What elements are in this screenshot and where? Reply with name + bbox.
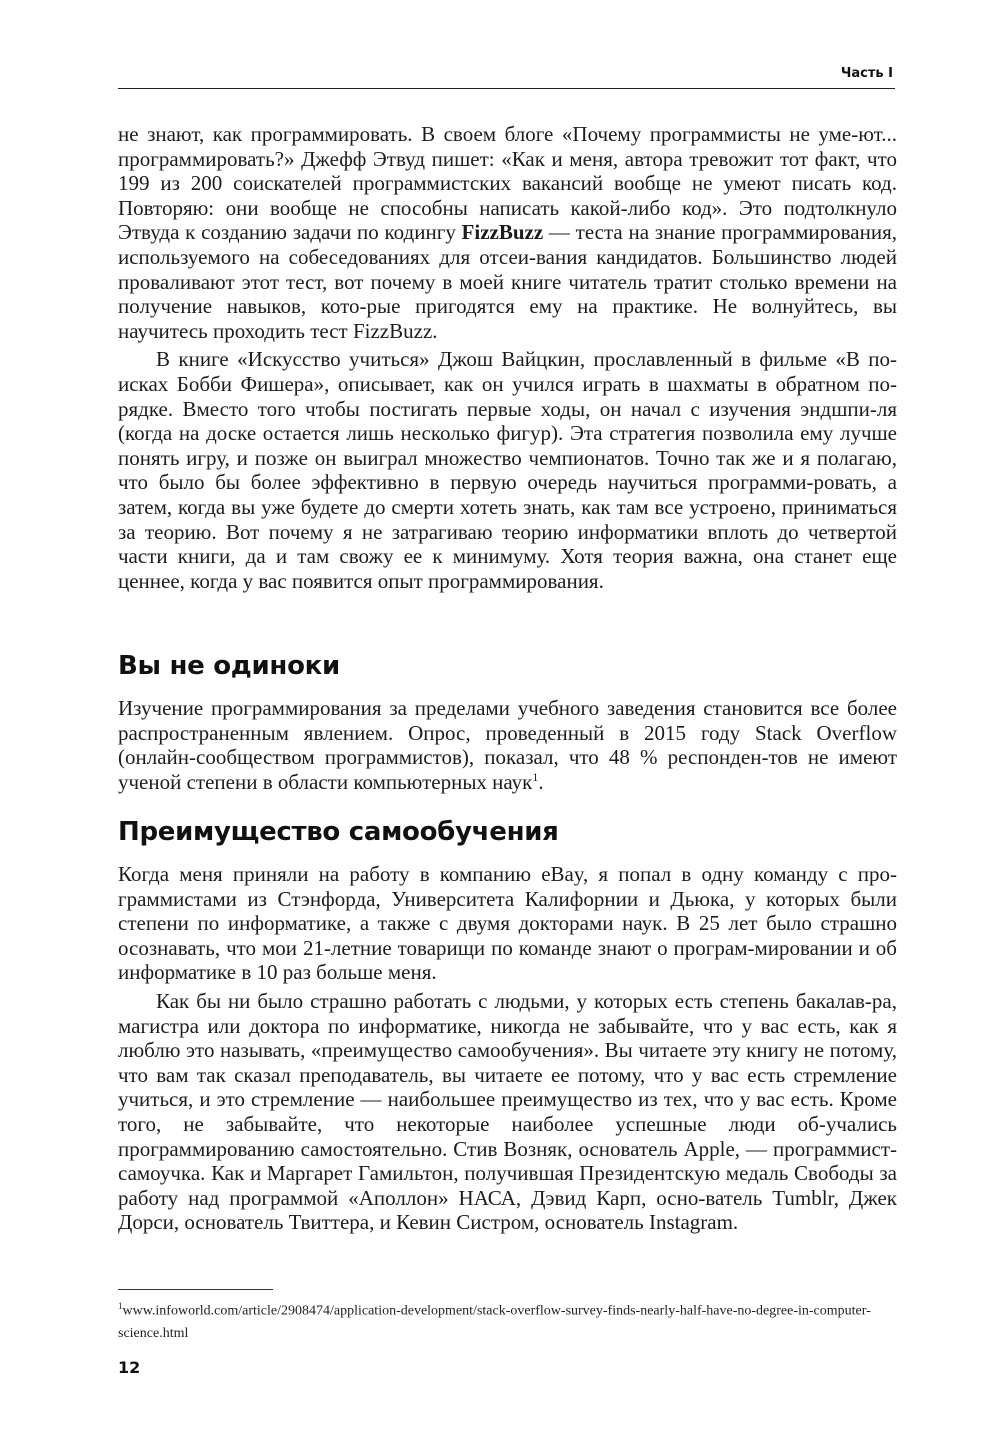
paragraph-art-of-learning: В книге «Искусство учиться» Джош Вайцкин, прославленный в фильме «В по-исках Бобби Фишера», описывает, как он учился играть в шахматы в обратном по-рядке. Вместо того чтобы постигать первые ходы, он начал с изучения эндшпи-ля (когда на доске остается лишь несколько фигур). Эта стратегия позволила ему лучше понять игру, и позже он выиграл множество чемпионатов. Точно так же и я полагаю, что было бы более эффективно в первую очередь научиться программи-ровать, а затем, когда вы уже будете до смерти хотеть знать, как там все устроено, приниматься за теорию. Вот почему я не затрагиваю теорию информатики вплоть до четвертой части книги, да и там свожу ее к минимуму. Хотя теория важна, она станет еще ценнее, когда у вас появится опыт программирования. [118, 347, 897, 593]
footnote [118, 1295, 897, 1345]
footnote-url: www.infoworld.com/article/2908474/application-development/stack-overflow-survey-finds-nearly-half-have-no-degree-in-computer-science.html [118, 1303, 871, 1341]
footnote-divider [118, 1289, 273, 1290]
paragraph-fizzbuzz: не знают, как программировать. В своем блоге «Почему программисты не уме-ют... программировать?» Джефф Этвуд пишет: «Как и меня, автора тревожит тот факт, что 199 из 200 соискателей программистских вакансий вообще не умеют писать код. Повторяю: они вообще не способны написать какой-либо код». Это подтолкнуло Этвуда к созданию задачи по кодингу FizzBuzz — теста на знание программирования, используемого на собеседованиях для отсеи-вания кандидатов. Большинство людей проваливают этот тест, вот почему в моей книге читатель тратит столько времени на получение навыков, кото-рые пригодятся ему на практике. Не волнуйтесь, вы научитесь проходить тест FizzBuzz. [118, 122, 897, 343]
fizzbuzz-term: FizzBuzz [461, 220, 544, 245]
intro-text [118, 122, 897, 593]
part-label: Часть I [840, 66, 893, 81]
section-not-alone-text [118, 696, 897, 794]
section-heading-self-learning: Преимущество самообучения [118, 817, 559, 847]
running-header [118, 62, 895, 89]
page-number: 12 [118, 1358, 141, 1377]
section-heading-not-alone: Вы не одиноки [118, 651, 340, 681]
footnote-mark: 1 [118, 1301, 123, 1311]
section-self-learning-text [118, 862, 897, 1235]
footnote-ref: 1 [532, 769, 539, 784]
paragraph-survey: Изучение программирования за пределами учебного заведения становится все более распространенным явлением. Опрос, проведенный в 2015 году Stack Overflow (онлайн-сообществом программистов), показал, что 48 % респонден-тов не имеют ученой степени в области компьютерных наук$^1$. [118, 696, 897, 794]
paragraph-ebay: Когда меня приняли на работу в компанию eBay, я попал в одну команду с про-граммистами из Стэнфорда, Университета Калифорнии и Дьюка, у которых были степени по информатике, а также с двумя докторами наук. В 25 лет было страшно осознавать, что мои 21-летние товарищи по команде знают о програм-мировании и об информатике в 10 раз больше меня. [118, 862, 897, 985]
paragraph-self-taught-advantage: Как бы ни было страшно работать с людьми, у которых есть степень бакалав-ра, магистра или доктора по информатике, никогда не забывайте, что у вас есть, как я люблю это называть, «преимущество самообучения». Вы читаете эту книгу не потому, что вам так сказал преподаватель, вы читаете ее потому, что у вас есть стремление учиться, и это стремление — наибольшее преимущество из тех, что у вас есть. Кроме того, не забывайте, что некоторые наиболее успешные люди об-учались программированию самостоятельно. Стив Возняк, основатель Apple, — программист-самоучка. Как и Маргарет Гамильтон, получившая Президентскую медаль Свободы за работу над программой «Аполлон» НАСА, Дэвид Карп, осно-ватель Tumblr, Джек Дорси, основатель Твиттера, и Кевин Систром, основатель Instagram. [118, 988, 897, 1235]
